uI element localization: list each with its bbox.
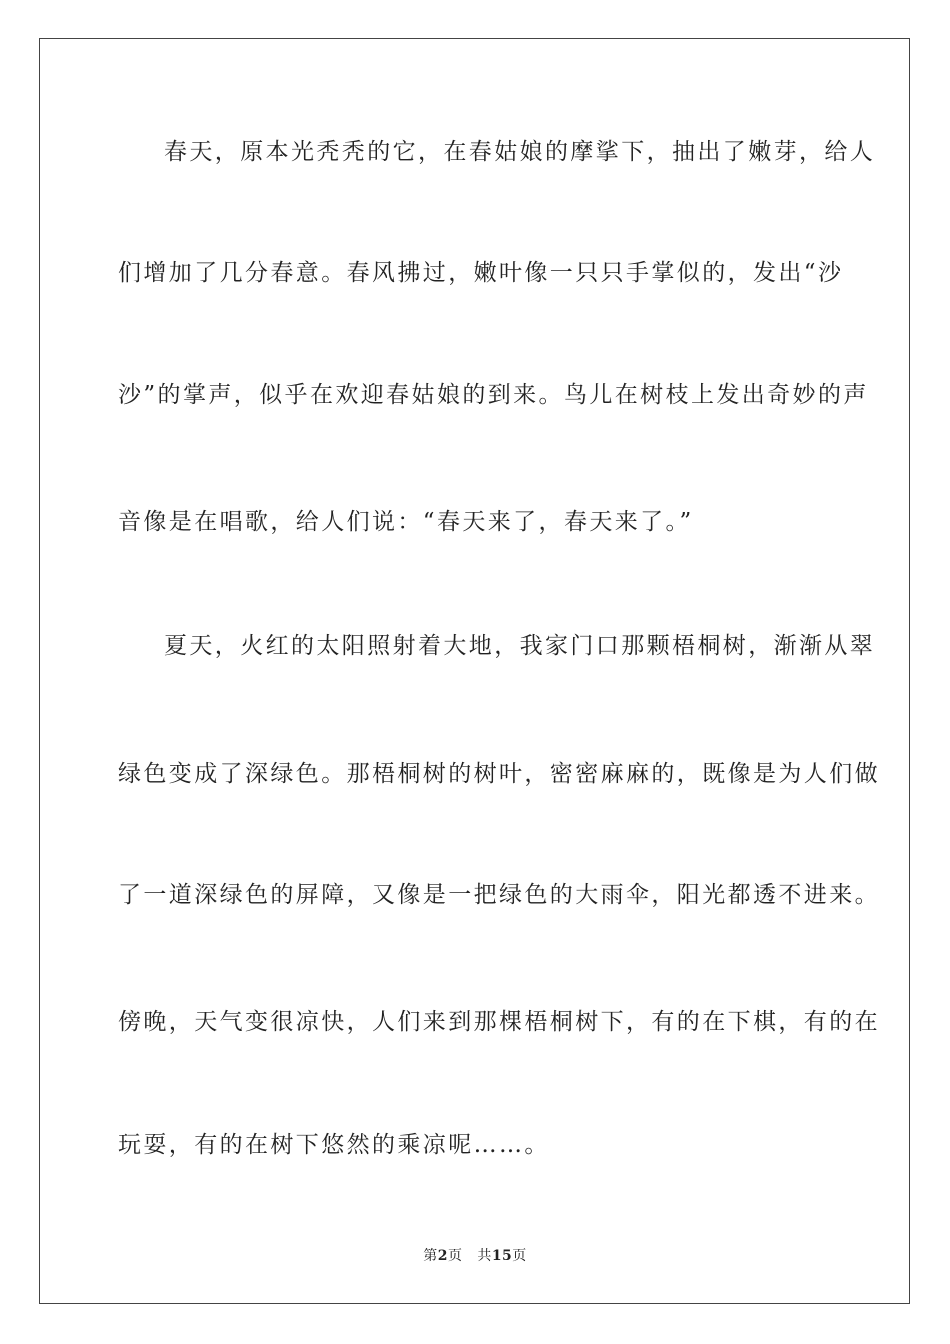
total-page-number: 15 xyxy=(491,1248,513,1264)
paragraph-1-line-2: 们增加了几分春意。春风拂过，嫩叶像一只只手掌似的，发出“沙 xyxy=(118,260,844,286)
page-border xyxy=(39,38,910,1304)
page-footer xyxy=(0,1247,950,1265)
paragraph-2-line-2: 绿色变成了深绿色。那梧桐树的树叶，密密麻麻的，既像是为人们做 xyxy=(118,761,880,787)
paragraph-2-line-4: 傍晚，天气变很凉快，人们来到那棵梧桐树下，有的在下棋，有的在 xyxy=(118,1009,880,1035)
page-prefix: 第 xyxy=(423,1248,438,1264)
paragraph-2-line-1: 夏天，火红的太阳照射着大地，我家门口那颗梧桐树，渐渐从翠 xyxy=(164,633,876,659)
paragraph-1-line-4: 音像是在唱歌，给人们说：“春天来了，春天来了。” xyxy=(118,509,694,535)
page-unit: 页 xyxy=(447,1248,463,1264)
total-prefix: 共 xyxy=(477,1248,492,1264)
paragraph-2-line-3: 了一道深绿色的屏障，又像是一把绿色的大雨伞，阳光都透不进来。 xyxy=(118,882,880,908)
paragraph-1-line-1: 春天，原本光秃秃的它，在春姑娘的摩挲下，抽出了嫩芽，给人 xyxy=(164,139,876,165)
paragraph-2-line-5: 玩耍，有的在树下悠然的乘凉呢……。 xyxy=(118,1132,550,1158)
total-pages-indicator xyxy=(477,1248,526,1264)
current-page-number: 2 xyxy=(437,1248,448,1264)
page-indicator xyxy=(423,1248,462,1264)
total-unit: 页 xyxy=(512,1248,527,1264)
paragraph-1-line-3: 沙”的掌声，似乎在欢迎春姑娘的到来。鸟儿在树枝上发出奇妙的声 xyxy=(118,382,869,408)
